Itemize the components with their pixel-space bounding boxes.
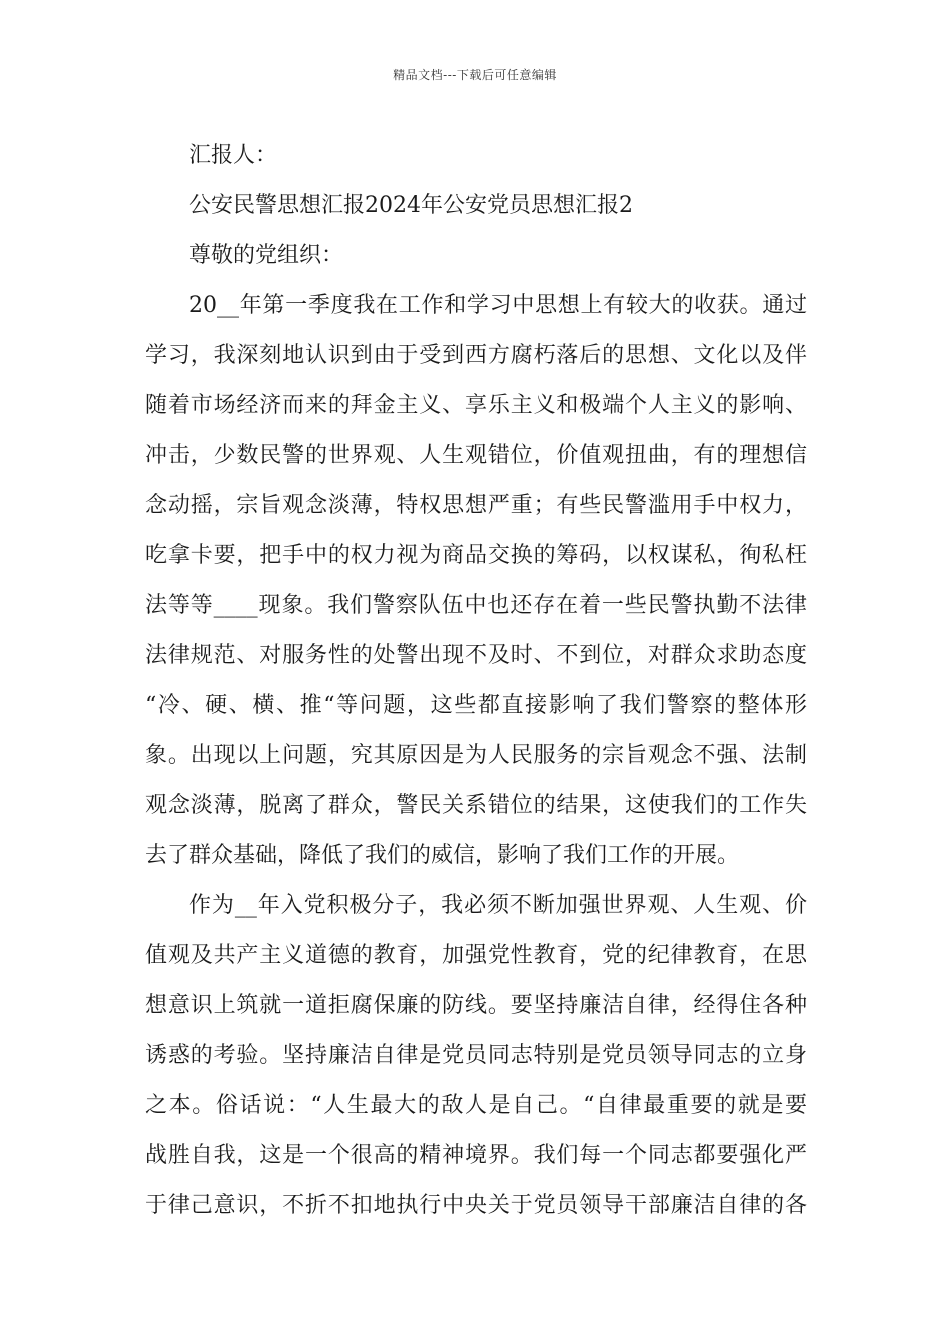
text-line: 作为__年入党积极分子，我必须不断加强世界观、人生观、价	[189, 893, 807, 918]
text-line: 汇报人：	[189, 143, 278, 168]
text-line: 值观及共产主义道德的教育，加强党性教育，党的纪律教育，在思	[145, 943, 807, 968]
text-line: “冷、硬、横、推“等问题，这些都直接影响了我们警察的整体形	[145, 693, 807, 718]
text-line: 20__年第一季度我在工作和学习中思想上有较大的收获。通过	[189, 293, 807, 318]
text-line: 学习，我深刻地认识到由于受到西方腐朽落后的思想、文化以及伴	[145, 343, 807, 368]
text-line: 去了群众基础，降低了我们的威信，影响了我们工作的开展。	[145, 843, 740, 868]
text-line: 诱惑的考验。坚持廉洁自律是党员同志特别是党员领导同志的立身	[145, 1043, 807, 1068]
text-line: 战胜自我，这是一个很高的精神境界。我们每一个同志都要强化严	[145, 1143, 807, 1168]
text-line: 之本。俗话说：“人生最大的敌人是自己。“自律最重要的就是要	[145, 1093, 807, 1118]
text-line: 公安民警思想汇报2024年公安党员思想汇报2	[189, 193, 633, 218]
text-line: 吃拿卡要，把手中的权力视为商品交换的筹码，以权谋私，徇私枉	[145, 543, 807, 568]
text-line: 法等等____现象。我们警察队伍中也还存在着一些民警执勤不法律	[145, 593, 807, 618]
text-line: 冲击，少数民警的世界观、人生观错位，价值观扭曲，有的理想信	[145, 443, 807, 468]
document-body	[145, 131, 807, 1231]
text-line: 观念淡薄，脱离了群众，警民关系错位的结果，这使我们的工作失	[145, 793, 807, 818]
page-header: 精品文档---下载后可任意编辑	[393, 68, 557, 82]
text-line: 随着市场经济而来的拜金主义、享乐主义和极端个人主义的影响、	[145, 393, 807, 418]
text-line: 想意识上筑就一道拒腐保廉的防线。要坚持廉洁自律，经得住各种	[145, 993, 807, 1018]
text-line: 尊敬的党组织：	[189, 243, 344, 268]
text-line: 法律规范、对服务性的处警出现不及时、不到位，对群众求助态度	[145, 643, 807, 668]
text-line: 象。出现以上问题，究其原因是为人民服务的宗旨观念不强、法制	[145, 743, 807, 768]
text-line: 念动摇，宗旨观念淡薄，特权思想严重；有些民警滥用手中权力，	[145, 493, 807, 518]
text-line: 于律己意识，不折不扣地执行中央关于党员领导干部廉洁自律的各	[145, 1193, 807, 1218]
